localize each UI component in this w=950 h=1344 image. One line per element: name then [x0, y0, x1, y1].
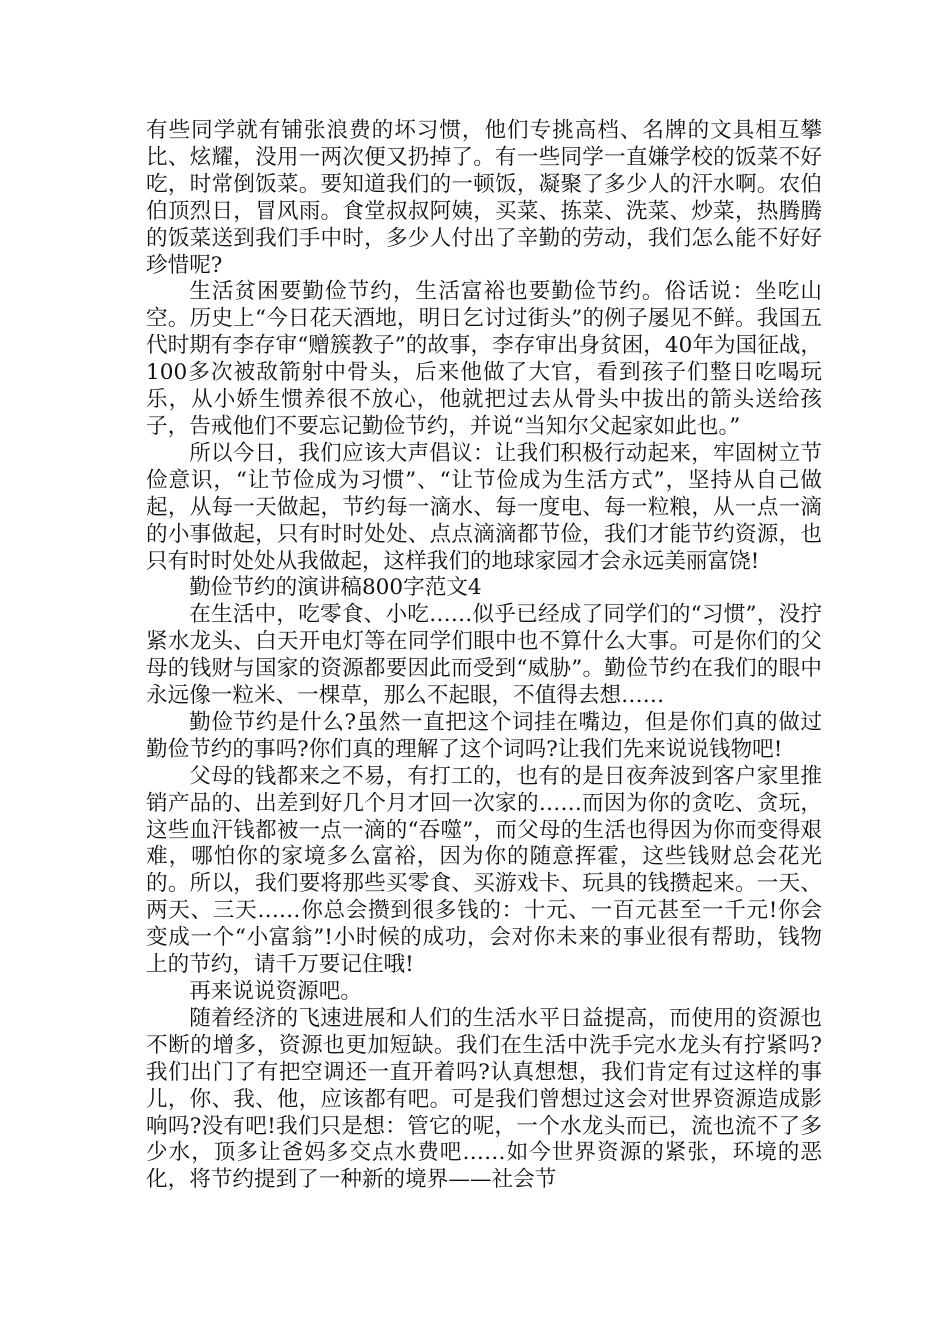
paragraph-7: 再来说说资源吧。 — [189, 979, 362, 1004]
paragraph-8: 随着经济的飞速进展和人们的生活水平日益提高，而使用的资源也不断的增多，资源也更加短缺。我们在生活中洗手完水龙头有拧紧吗?我们出门了有把空调还一直开着吗?认真想想，我们肯定有过这样的事儿，你、我、他，应该都有吧。可是我们曾想过这会对世界资源造成影响吗?没有吧!我们只是想：管它的呢，一个水龙头而已，流也流不了多少水，顶多让爸妈多交点水费吧……如今世界资源的紧张，环境的恶化，将节约提到了一种新的境界——社会节 — [146, 1005, 822, 1193]
paragraph-2: 生活贫困要勤俭节约，生活富裕也要勤俭节约。俗话说：坐吃山空。历史上“今日花天酒地，明日乞讨过街头”的例子屡见不鲜。我国五代时期有李存审“赠簇教子”的故事，李存审出身贫困，40年为国征战，100多次被敌箭射中骨头，后来他做了大官，看到孩子们整日吃喝玩乐，从小娇生惯养很不放心，他就把过去从骨头中拔出的箭头送给孩子，告戒他们不要忘记勤俭节约，并说“当知尔父起家如此也。” — [146, 279, 822, 439]
document-body — [146, 118, 822, 1194]
paragraph-5: 勤俭节约是什么?虽然一直把这个词挂在嘴边，但是你们真的做过勤俭节约的事吗?你们真的理解了这个词吗?让我们先来说说钱物吧! — [146, 709, 822, 762]
paragraph-1: 有些同学就有铺张浪费的坏习惯，他们专挑高档、名牌的文具相互攀比、炫耀，没用一两次便又扔掉了。有一些同学一直嫌学校的饭菜不好吃，时常倒饭菜。要知道我们的一顿饭，凝聚了多少人的汗水啊。农伯伯顶烈日，冒风雨。食堂叔叔阿姨，买菜、拣菜、洗菜、炒菜，热腾腾的饭菜送到我们手中时，多少人付出了辛勤的劳动，我们怎么能不好好珍惜呢? — [146, 118, 822, 278]
paragraph-4: 在生活中，吃零食、小吃……似乎已经成了同学们的“习惯”，没拧紧水龙头、白天开电灯等在同学们眼中也不算什么大事。可是你们的父母的钱财与国家的资源都要因此而受到“威胁”。勤俭节约在我们的眼中永远像一粒米、一棵草，那么不起眼，不值得去想…… — [146, 602, 822, 709]
paragraph-6: 父母的钱都来之不易，有打工的，也有的是日夜奔波到客户家里推销产品的、出差到好几个月才回一次家的……而因为你的贪吃、贪玩，这些血汗钱都被一点一滴的“吞噬”，而父母的生活也得因为你而变得艰难，哪怕你的家境多么富裕，因为你的随意挥霍，这些钱财总会花光的。所以，我们要将那些买零食、买游戏卡、玩具的钱攒起来。一天、两天、三天……你总会攒到很多钱的：十元、一百元甚至一千元!你会变成一个“小富翁”!小时候的成功，会对你未来的事业很有帮助，钱物上的节约，请千万要记住哦! — [146, 763, 822, 978]
paragraph-3: 所以今日，我们应该大声倡议：让我们积极行动起来，牢固树立节俭意识，“让节俭成为习惯”、“让节俭成为生活方式”，坚持从自己做起，从每一天做起，节约每一滴水、每一度电、每一粒粮，从一点一滴的小事做起，只有时时处处、点点滴滴都节俭，我们才能节约资源，也只有时时处处从我做起，这样我们的地球家园才会永远美丽富饶! — [146, 440, 822, 574]
section-heading: 勤俭节约的演讲稿800字范文4 — [189, 575, 482, 601]
